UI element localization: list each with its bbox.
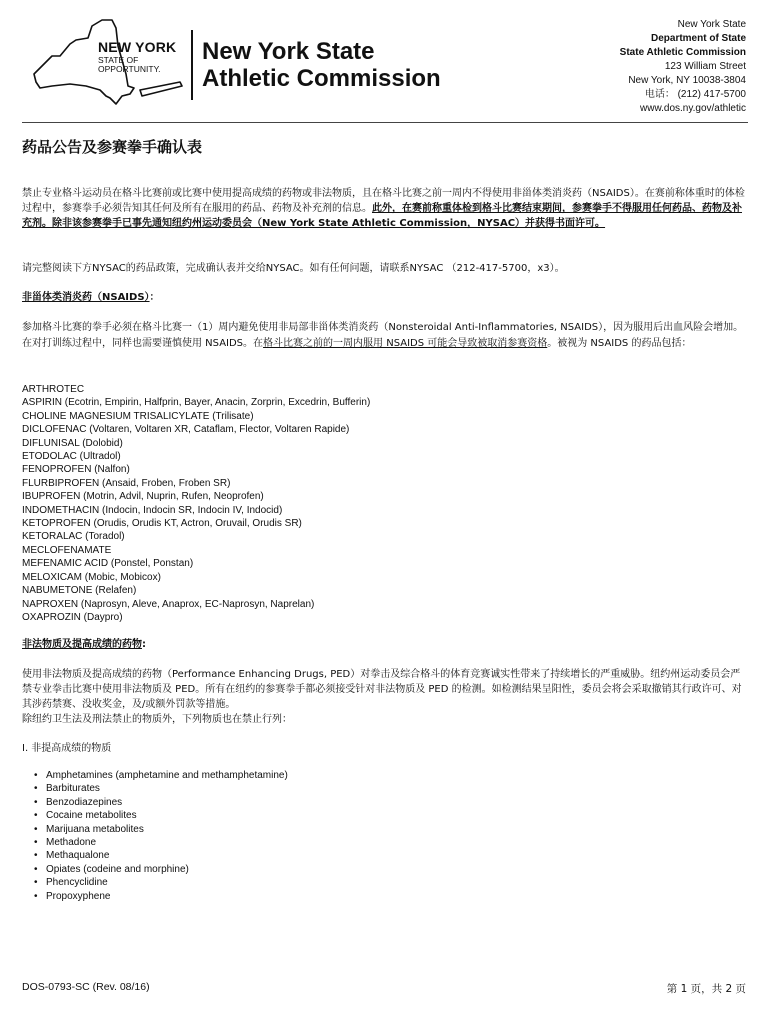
nsaid-drug-item: NABUMETONE (Relafen) bbox=[22, 585, 137, 597]
address-city: New York, NY 10038-3804 bbox=[628, 75, 746, 86]
logo-divider bbox=[191, 30, 193, 100]
form-number: DOS-0793-SC (Rev. 08/16) bbox=[22, 981, 150, 993]
substance-item: • Amphetamines (amphetamine and methamphetamine) bbox=[46, 769, 288, 782]
nsaid-drug-item: IBUPROFEN (Motrin, Advil, Nuprin, Rufen, Neoprofen) bbox=[22, 491, 264, 503]
address-state: New York State bbox=[677, 19, 746, 30]
nsaids-warning: 格斗比赛之前的一周内服用 NSAIDS 可能会导致被取消参赛资格 bbox=[263, 338, 548, 349]
address-phone: 电话： (212) 417-5700 bbox=[644, 89, 746, 100]
nsaid-drug-item: DIFLUNISAL (Dolobid) bbox=[22, 437, 123, 449]
nsaids-paragraph bbox=[22, 320, 750, 352]
nsaids-text-a: 参加格斗比赛的拳手必须在格斗比赛一（1）周内避免使用非局部非甾体类消炎药（Nonsteroidal Anti-Inflammatories, NSAIDS），因为服用后出血风险会增加。在对打训练过程中，同样也需要谨慎使用 NSAIDS。在 bbox=[22, 322, 744, 349]
address-department: Department of State bbox=[650, 33, 746, 44]
nsaids-text-b: 。被视为 NSAIDS 的药品包括： bbox=[547, 338, 692, 349]
nsaid-drug-item: ASPIRIN (Ecotrin, Empirin, Halfprin, Bayer, Anacin, Zorprin, Excedrin, Bufferin) bbox=[22, 397, 371, 409]
nsaid-drug-list bbox=[22, 383, 370, 624]
intro-emphasis: 此外，在赛前称重体检到格斗比赛结束期间，参赛拳手不得服用任何药品、药物及补充剂。除非该参赛拳手已事先通知纽约州运动委员会（New York State Athletic Commission，NYSAC）并获得书面许可。 bbox=[22, 203, 742, 229]
address-commission: State Athletic Commission bbox=[619, 47, 746, 58]
nys-logo-wordmark bbox=[98, 40, 176, 73]
illegal-paragraph-2: 除纽约卫生法及刑法禁止的物质外，下列物质也在禁止行列： bbox=[22, 714, 292, 725]
substance-item: • Phencyclidine bbox=[46, 876, 288, 889]
nsaids-heading-text: 非甾体类消炎药（NSAIDS） bbox=[22, 292, 150, 303]
logo-line-1: NEW YORK bbox=[98, 39, 177, 55]
nsaid-drug-item: KETOPROFEN (Orudis, Orudis KT, Actron, Oruvail, Orudis SR) bbox=[22, 518, 302, 530]
substance-list bbox=[46, 769, 288, 903]
substance-item: • Methadone bbox=[46, 836, 288, 849]
address-website[interactable]: www.dos.ny.gov/athletic bbox=[640, 103, 746, 114]
nsaids-heading bbox=[22, 290, 750, 305]
nsaid-drug-item: MECLOFENAMATE bbox=[22, 544, 112, 556]
nsaid-drug-item: INDOMETHACIN (Indocin, Indocin SR, Indocin IV, Indocid) bbox=[22, 504, 283, 516]
nsaid-drug-item: MELOXICAM (Mobic, Mobicox) bbox=[22, 571, 161, 583]
nsaid-drug-item: ETODOLAC (Ultradol) bbox=[22, 451, 121, 463]
org-name-line-1: New York State bbox=[202, 38, 375, 65]
organization-name bbox=[202, 38, 441, 92]
illegal-heading bbox=[22, 637, 750, 652]
logo-line-2: STATE OF bbox=[98, 55, 139, 65]
illegal-paragraph: 使用非法物质及提高成绩的药物（Performance Enhancing Drugs, PED）对拳击及综合格斗的体育竞赛诚实性带来了持续增长的严重威胁。纽约州运动委员会严禁专业拳击比赛中使用非法物质及 PED。所有在纽约的参赛拳手都必须接受针对非法物质及 PED 的检测。如检测结果呈阳性，委员会将会采取撤销其行政许可、对其涉药禁赛、没收奖金，及/或额外罚款等措施。 bbox=[22, 669, 742, 710]
nsaid-drug-item: CHOLINE MAGNESIUM TRISALICYLATE (Trilisate) bbox=[22, 410, 254, 422]
substance-item: • Benzodiazepines bbox=[46, 796, 288, 809]
substance-item: • Marijuana metabolites bbox=[46, 823, 288, 836]
nsaid-drug-item: KETORALAC (Toradol) bbox=[22, 531, 125, 543]
logo-line-3: OPPORTUNITY. bbox=[98, 63, 161, 74]
nsaid-drug-item: FLURBIPROFEN (Ansaid, Froben, Froben SR) bbox=[22, 477, 231, 489]
nsaids-heading-colon: ： bbox=[149, 292, 160, 303]
illegal-heading-text: 非法物质及提高成绩的药物 bbox=[22, 639, 142, 650]
intro-paragraph bbox=[22, 186, 750, 231]
org-name-line-2: Athletic Commission bbox=[202, 65, 441, 92]
nsaid-drug-item: FENOPROFEN (Nalfon) bbox=[22, 464, 130, 476]
nsaid-drug-item: MEFENAMIC ACID (Ponstel, Ponstan) bbox=[22, 558, 194, 570]
substance-item: • Barbiturates bbox=[46, 782, 288, 795]
substance-item: • Propoxyphene bbox=[46, 890, 288, 903]
contact-paragraph: 请完整阅读下方NYSAC的药品政策，完成确认表并交给NYSAC。如有任何问题，请联系NYSAC （212-417-5700，x3）。 bbox=[22, 263, 565, 274]
nsaid-drug-item: NAPROXEN (Naprosyn, Aleve, Anaprox, EC-Naprosyn, Naprelan) bbox=[22, 598, 315, 610]
illegal-heading-colon: : bbox=[142, 639, 146, 650]
intro-text: 禁止专业格斗运动员在格斗比赛前或比赛中使用提高成绩的药物或非法物质，且在格斗比赛之前一周内不得使用非甾体类消炎药（NSAIDS）。在赛前称体重时的体检过程中，参赛拳手必须告知其任何及所有在服用的药品、药物及补充剂的信息。 bbox=[22, 188, 745, 214]
document-title: 药品公告及参赛拳手确认表 bbox=[22, 138, 203, 156]
address-block bbox=[620, 18, 746, 116]
substance-item: • Methaqualone bbox=[46, 849, 288, 862]
substance-item: • Opiates (codeine and morphine) bbox=[46, 863, 288, 876]
nsaid-drug-item: ARTHROTEC bbox=[22, 384, 85, 395]
title-divider bbox=[22, 122, 748, 123]
nsaid-drug-item: DICLOFENAC (Voltaren, Voltaren XR, Cataflam, Flector, Voltaren Rapide) bbox=[22, 424, 350, 436]
address-street: 123 William Street bbox=[664, 61, 746, 72]
section-label: I. 非提高成绩的物质 bbox=[22, 743, 112, 754]
page-number: 第 1 页，共 2 页 bbox=[666, 983, 746, 995]
substance-item: • Cocaine metabolites bbox=[46, 809, 288, 822]
nsaid-drug-item: OXAPROZIN (Daypro) bbox=[22, 611, 123, 623]
